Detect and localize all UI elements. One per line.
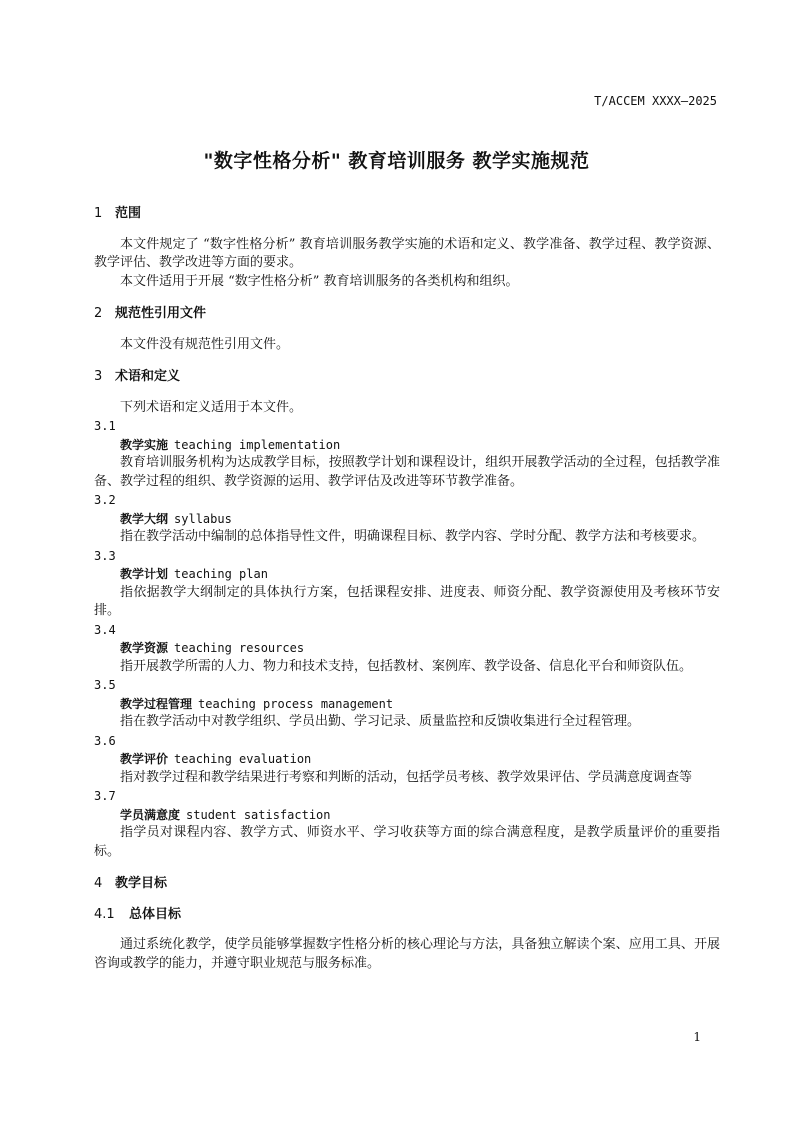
term-name xyxy=(94,565,720,584)
term-zh: 教学评价 xyxy=(120,752,169,766)
term-name xyxy=(94,510,720,529)
term-entry xyxy=(94,676,720,732)
term-entry xyxy=(94,417,720,491)
term-definition: 指开展教学所需的人力、物力和技术支持，包括教材、案例库、教学设备、信息化平台和师资队伍。 xyxy=(120,658,693,674)
subsection-heading xyxy=(94,906,720,925)
term-definition: 指对教学过程和教学结果进行考察和判断的活动，包括学员考核、教学效果评估、学员满意度调查等 xyxy=(120,769,693,785)
term-zh: 教学资源 xyxy=(120,641,169,655)
section-number: 4 xyxy=(94,876,103,891)
paragraph: 本文件没有规范性引用文件。 xyxy=(120,336,290,352)
section-title: 术语和定义 xyxy=(115,369,181,384)
term-number: 3.1 xyxy=(94,419,116,433)
term-name xyxy=(94,436,720,455)
term-number: 3.5 xyxy=(94,678,116,692)
paragraph: 本文件规定了 “数字性格分析” 教育培训服务教学实施的术语和定义、教学准备、教学过程、教学资源、教学评估、教学改进等方面的要求。 xyxy=(94,236,720,270)
term-name xyxy=(94,750,720,769)
term-definition: 指在教学活动中编制的总体指导性文件，明确课程目标、教学内容、学时分配、教学方法和考核要求。 xyxy=(120,529,706,544)
section-heading xyxy=(94,368,720,387)
term-en: teaching implementation xyxy=(174,437,341,452)
term-entry xyxy=(94,547,720,621)
term-en: student satisfaction xyxy=(186,807,331,822)
section-title: 教学目标 xyxy=(115,876,168,891)
term-zh: 教学大纲 xyxy=(120,511,169,526)
paragraph: 下列术语和定义适用于本文件。 xyxy=(120,399,303,415)
term-entry xyxy=(94,621,720,677)
section-heading xyxy=(94,305,720,324)
paragraph: 本文件适用于开展 “数字性格分析” 教育培训服务的各类机构和组织。 xyxy=(120,273,519,289)
term-entry xyxy=(94,787,720,861)
term-zh: 教学计划 xyxy=(120,567,169,581)
standard-code: T/ACCEM XXXX—2025 xyxy=(594,94,717,108)
section-heading xyxy=(94,875,720,894)
term-definition: 指在教学活动中对教学组织、学员出勤、学习记录、质量监控和反馈收集进行全过程管理。 xyxy=(120,714,641,729)
term-en: teaching evaluation xyxy=(174,752,312,766)
document-title: "数字性格分析" 教育培训服务 教学实施规范 xyxy=(203,150,590,172)
section-number: 2 xyxy=(94,306,103,321)
document-body xyxy=(94,205,720,987)
section-title: 范围 xyxy=(115,206,142,221)
section-teaching-objectives xyxy=(94,875,720,973)
term-definition: 教育培训服务机构为达成教学目标，按照教学计划和课程设计，组织开展教学活动的全过程，包括教学准备、教学过程的组织、教学资源的运用、教学评估及改进等环节教学准备。 xyxy=(94,455,720,489)
term-number: 3.2 xyxy=(94,493,116,507)
term-number: 3.7 xyxy=(94,789,116,803)
term-definition: 指学员对课程内容、教学方式、师资水平、学习收获等方面的综合满意程度，是教学质量评价的重要指标。 xyxy=(94,825,720,859)
section-normative-references xyxy=(94,305,720,354)
term-en: teaching process management xyxy=(198,696,394,711)
term-name xyxy=(94,806,720,825)
paragraph: 通过系统化教学，使学员能够掌握数字性格分析的核心理论与方法，具备独立解读个案、应用工具、开展咨询或教学的能力，并遵守职业规范与服务标准。 xyxy=(94,937,720,971)
term-name xyxy=(94,639,720,658)
term-en: teaching resources xyxy=(174,641,305,655)
term-name xyxy=(94,695,720,714)
term-zh: 教学过程管理 xyxy=(120,696,193,711)
term-number: 3.4 xyxy=(94,622,116,637)
term-number: 3.6 xyxy=(94,733,116,748)
section-terms-definitions xyxy=(94,368,720,861)
section-title: 规范性引用文件 xyxy=(115,306,207,321)
term-en: teaching plan xyxy=(174,567,268,581)
term-zh: 教学实施 xyxy=(120,437,169,452)
term-definition: 指依据教学大纲制定的具体执行方案，包括课程安排、进度表、师资分配、教学资源使用及考核环节安排。 xyxy=(94,584,720,618)
section-heading xyxy=(94,205,720,224)
term-entry xyxy=(94,732,720,788)
term-entry xyxy=(94,491,720,547)
page-number: 1 xyxy=(693,1030,701,1044)
section-number: 1 xyxy=(94,206,103,221)
subsection-title: 总体目标 xyxy=(129,906,182,922)
section-number: 3 xyxy=(94,369,103,384)
term-number: 3.3 xyxy=(94,548,116,563)
section-scope xyxy=(94,205,720,291)
term-zh: 学员满意度 xyxy=(120,807,181,822)
subsection-number: 4.1 xyxy=(94,906,115,922)
term-en: syllabus xyxy=(174,511,232,526)
